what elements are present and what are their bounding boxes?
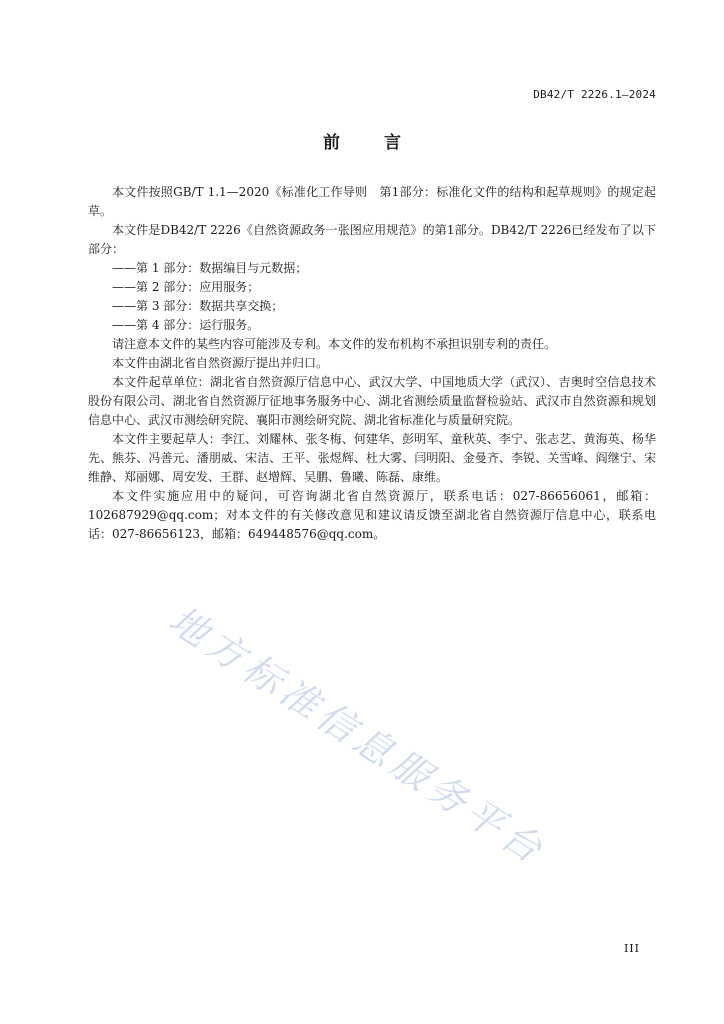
- paragraph-drafting-rules: 本文件按照GB/T 1.1—2020《标准化工作导则 第1部分：标准化文件的结构和起草规则》的规定起草。: [88, 185, 656, 218]
- paragraph-drafting-units: 本文件起草单位：湖北省自然资源厅信息中心、武汉大学、中国地质大学（武汉）、吉奥时空信息技术股份有限公司、湖北省自然资源厅征地事务服务中心、湖北省测绘质量监督检验站、武汉市自然资源和规划信息中心、武汉市测绘研究院、襄阳市测绘研究院、湖北省标准化与质量研究院。: [88, 375, 656, 427]
- document-code: DB42/T 2226.1—2024: [533, 88, 656, 101]
- paragraph-contact: 本文件实施应用中的疑问，可咨询湖北省自然资源厅，联系电话：027-86656061，邮箱：102687929@qq.com；对本文件的有关修改意见和建议请反馈至湖北省自然资源厅信息中心，联系电话：027-86656123，邮箱：649448576@qq.com。: [88, 489, 656, 541]
- page-title: [0, 128, 724, 153]
- list-item-part-1: ——第 1 部分：数据编目与元数据；: [112, 261, 308, 275]
- title-char-2: 言: [384, 133, 401, 153]
- foreword-body: [88, 183, 656, 544]
- paragraph-patent-notice: 请注意本文件的某些内容可能涉及专利。本文件的发布机构不承担识别专利的责任。: [112, 337, 557, 351]
- paragraph-series-intro: 本文件是DB42/T 2226《自然资源政务一张图应用规范》的第1部分。DB42/T 2226已经发布了以下部分：: [88, 223, 656, 256]
- paragraph-proposer: 本文件由湖北省自然资源厅提出并归口。: [112, 356, 329, 370]
- list-item-part-2: ——第 2 部分：应用服务；: [112, 280, 260, 294]
- watermark-text: 地方标准信息服务平台: [161, 597, 555, 875]
- list-item-part-3: ——第 3 部分：数据共享交换；: [112, 299, 284, 313]
- page-number: III: [623, 942, 640, 955]
- title-char-1: 前: [323, 133, 340, 153]
- list-item-part-4: ——第 4 部分：运行服务。: [112, 318, 260, 332]
- paragraph-drafters: 本文件主要起草人：李江、刘耀林、张冬梅、何建华、彭明军、童秋英、李宁、张志艺、黄海英、杨华先、熊芬、冯善元、潘朋威、宋洁、王平、张煜辉、杜大雾、闫明阳、金曼齐、李锐、关雪峰、阎继宁、宋维静、郑丽娜、周安发、王群、赵增辉、吴鹏、鲁曦、陈磊、康维。: [88, 432, 656, 484]
